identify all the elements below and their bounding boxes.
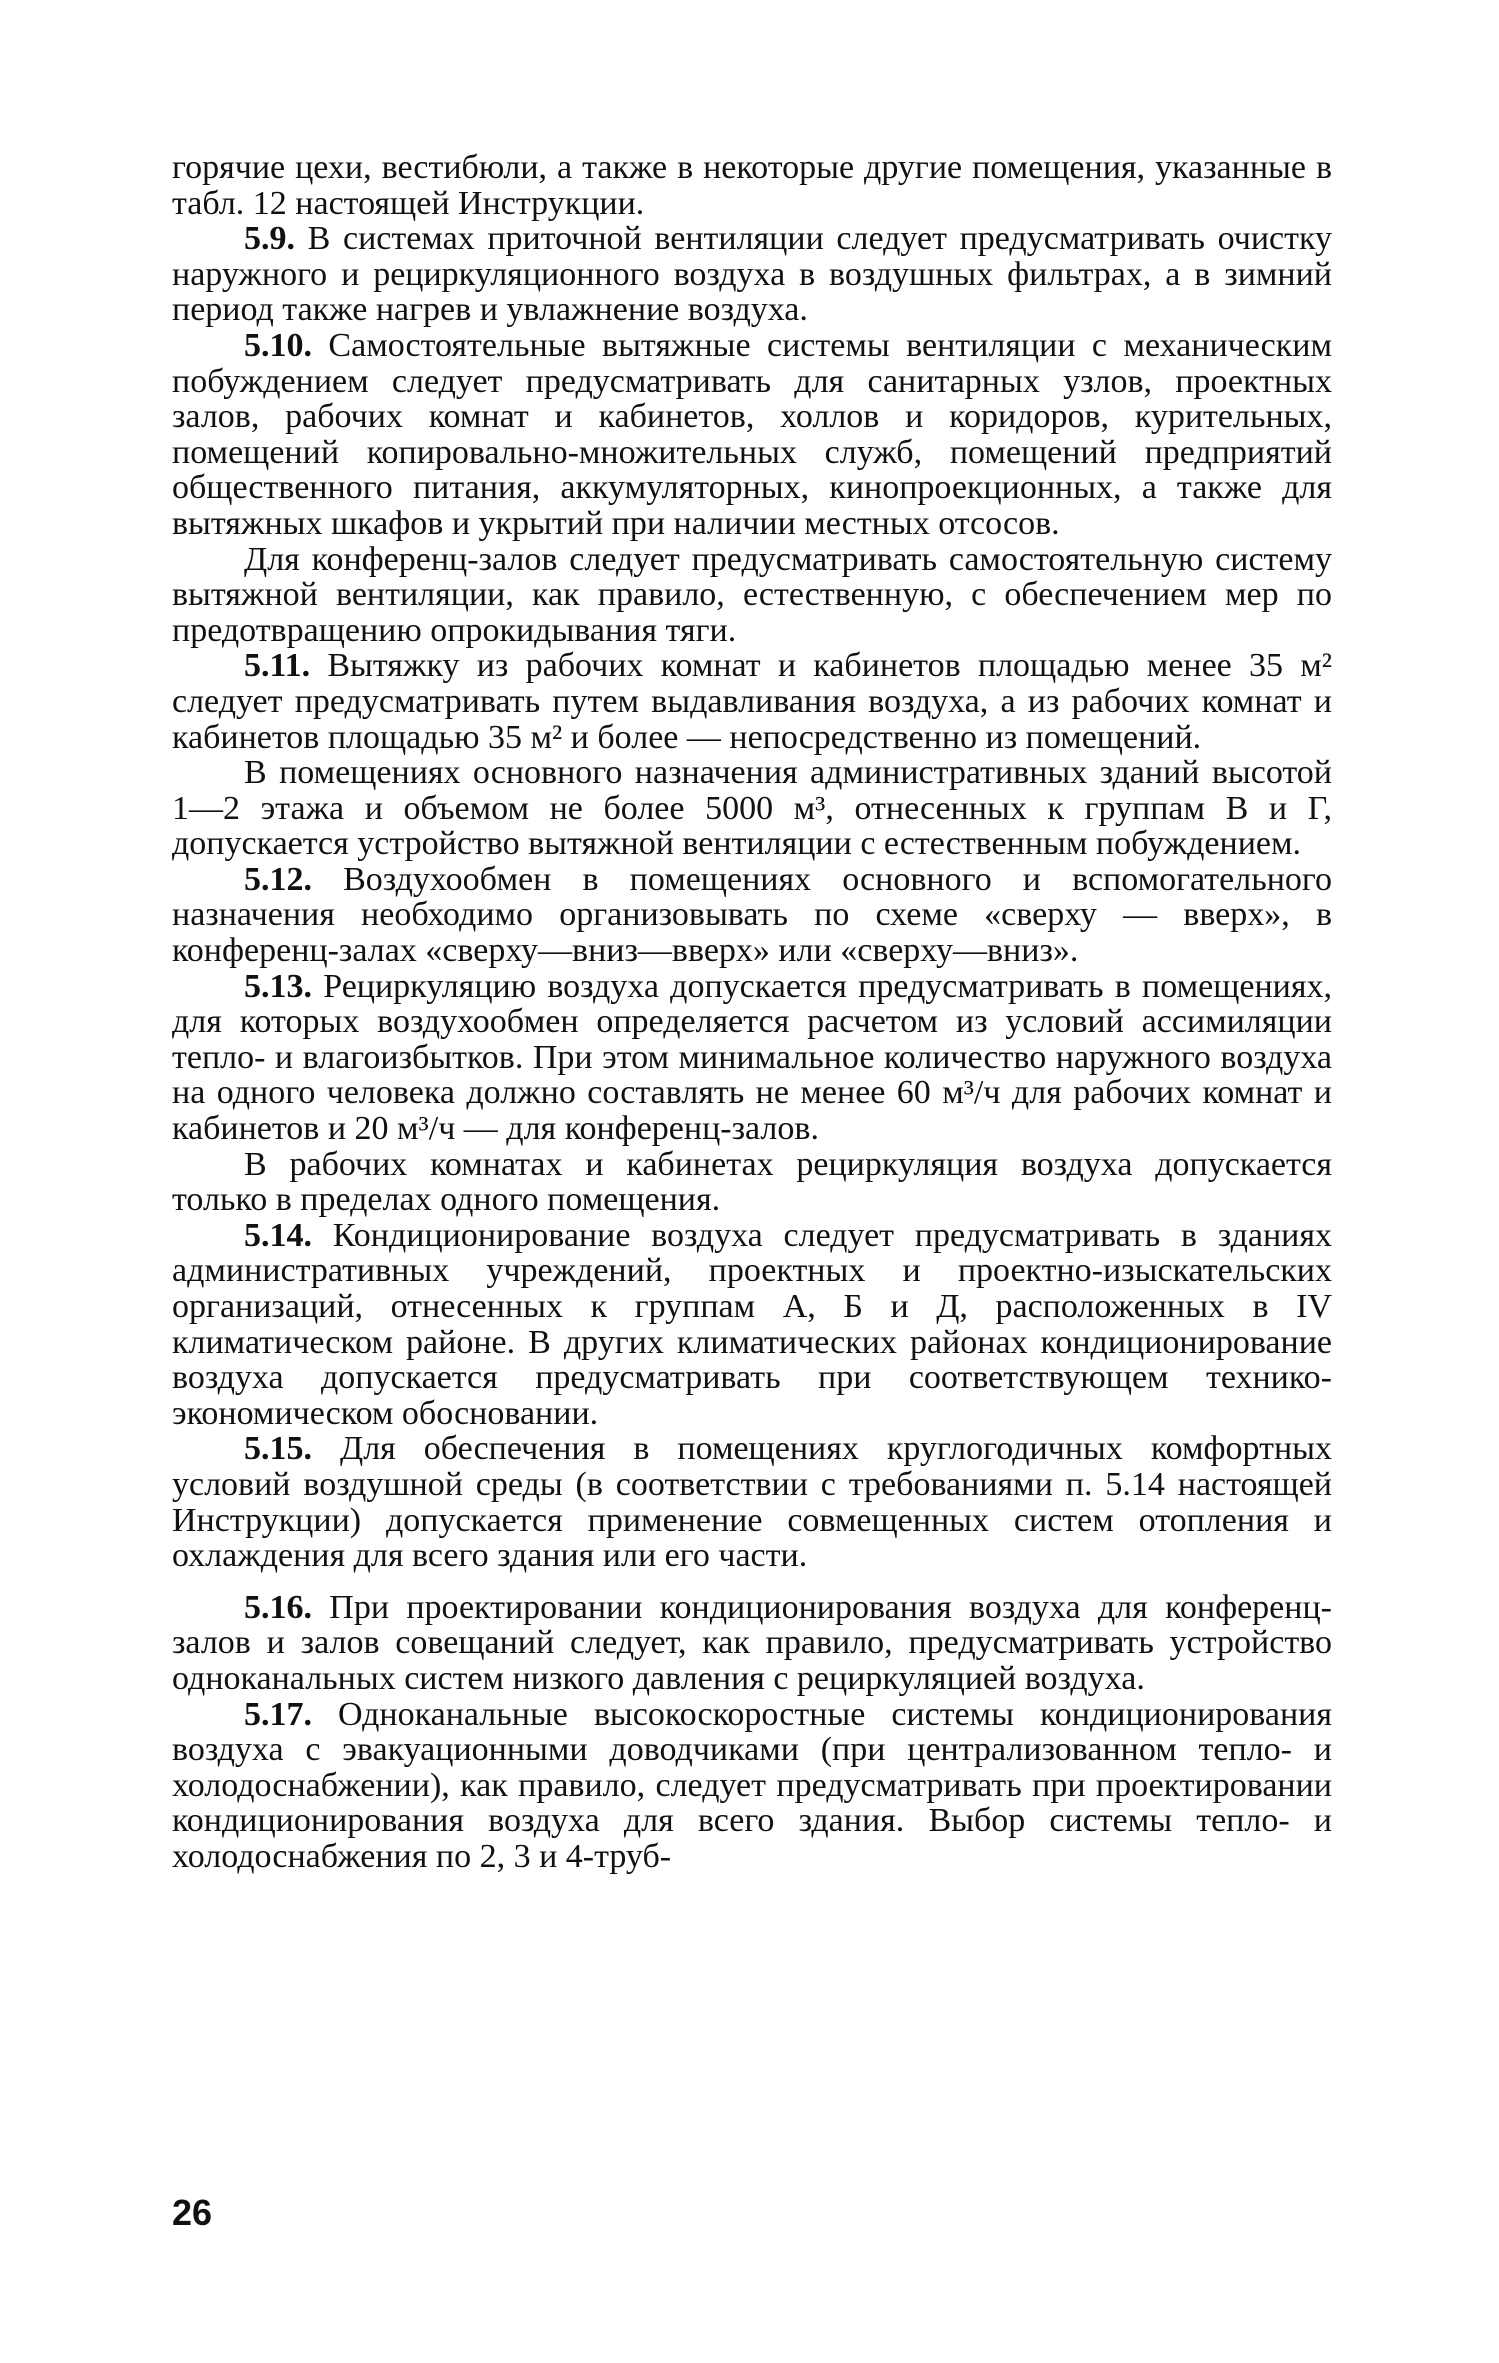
paragraph [172, 969, 1332, 1147]
section-number: 5.16. [244, 1588, 312, 1626]
section-number: 5.15. [244, 1430, 312, 1468]
section-number: 5.12. [244, 860, 312, 898]
paragraph-text: Воздухообмен в помещениях основного и вспомогательного назначения необходимо организовывать по схеме «сверху — вверх», в конференц-залах «сверху—вниз—вверх» или «сверху—вниз». [172, 860, 1332, 970]
section-number: 5.9. [244, 220, 295, 258]
paragraph [172, 221, 1332, 328]
paragraph-text: Кондиционирование воздуха следует предусматривать в зданиях административных учреждений, проектных и проектно-изыскательских организаций, отнесенных к группам А, Б и Д, расположенных в IV климатическом районе. В других климатических районах кондиционирование воздуха допускается предусматривать при соответствующем технико-экономическом обосновании. [172, 1216, 1332, 1432]
paragraph [172, 150, 1332, 221]
paragraph-text: горячие цехи, вестибюли, а также в некоторые другие помещения, указанные в табл. 12 настоящей Инструкции. [172, 149, 1332, 222]
paragraph [172, 1590, 1332, 1697]
paragraph-text: В помещениях основного назначения административных зданий высотой 1—2 этажа и объемом не более 5000 м³, отнесенных к группам В и Г, допускается устройство вытяжной вентиляции с естественным побуждением. [172, 754, 1332, 863]
section-number: 5.17. [244, 1695, 312, 1733]
paragraph-text: Самостоятельные вытяжные системы вентиляции с механическим побуждением следует предусматривать для санитарных узлов, проектных залов, рабочих комнат и кабинетов, холлов и коридоров, курительных, помещений копировально-множительных служб, помещений предприятий общественного питания, аккумуляторных, кинопроекционных, а также для вытяжных шкафов и укрытий при наличии местных отсосов. [172, 326, 1332, 542]
paragraph [172, 1697, 1332, 1875]
paragraph [172, 1147, 1332, 1218]
section-number: 5.14. [244, 1216, 312, 1254]
section-number: 5.13. [244, 967, 312, 1005]
section-number: 5.11. [244, 647, 311, 685]
paragraph-text: Для конференц-залов следует предусматривать самостоятельную систему вытяжной вентиляции, как правило, естественную, с обеспечением мер по предотвращению опрокидывания тяги. [172, 540, 1332, 649]
paragraph-text: В системах приточной вентиляции следует предусматривать очистку наружного и рециркуляционного воздуха в воздушных фильтрах, а в зимний период также нагрев и увлажнение воздуха. [172, 220, 1332, 329]
paragraph [172, 542, 1332, 649]
paragraph [172, 755, 1332, 862]
paragraph-text: Рециркуляцию воздуха допускается предусматривать в помещениях, для которых воздухообмен определяется расчетом из условий ассимиляции тепло- и влагоизбытков. При этом минимальное количество наружного воздуха на одного человека должно составлять не менее 60 м³/ч для рабочих комнат и кабинетов и 20 м³/ч — для конференц-залов. [172, 967, 1332, 1148]
page-body-text [172, 150, 1332, 1875]
paragraph [172, 1218, 1332, 1432]
paragraph-text: В рабочих комнатах и кабинетах рециркуляция воздуха допускается только в пределах одного помещения. [172, 1145, 1332, 1219]
section-number: 5.10. [244, 326, 312, 364]
paragraph-text: Вытяжку из рабочих комнат и кабинетов площадью менее 35 м² следует предусматривать путем выдавливания воздуха, а из рабочих комнат и кабинетов площадью 35 м² и более — непосредственно из помещений. [172, 647, 1332, 756]
paragraph [172, 1431, 1332, 1573]
paragraph-text: Для обеспечения в помещениях круглогодичных комфортных условий воздушной среды (в соответствии с требованиями п. 5.14 настоящей Инструкции) допускается применение совмещенных систем отопления и охлаждения для всего здания или его части. [172, 1430, 1332, 1575]
paragraph-text: Одноканальные высокоскоростные системы кондиционирования воздуха с эвакуационными доводчиками (при централизованном тепло- и холодоснабжении), как правило, следует предусматривать при проектировании кондиционирования воздуха для всего здания. Выбор системы тепло- и холодоснабжения по 2, 3 и 4-труб- [172, 1695, 1332, 1875]
paragraph-text: При проектировании кондиционирования воздуха для конференц-залов и залов совещаний следует, как правило, предусматривать устройство одноканальных систем низкого давления с рециркуляцией воздуха. [172, 1588, 1332, 1697]
paragraph [172, 862, 1332, 969]
paragraph [172, 328, 1332, 542]
paragraph [172, 648, 1332, 755]
page-number: 26 [172, 2192, 213, 2233]
